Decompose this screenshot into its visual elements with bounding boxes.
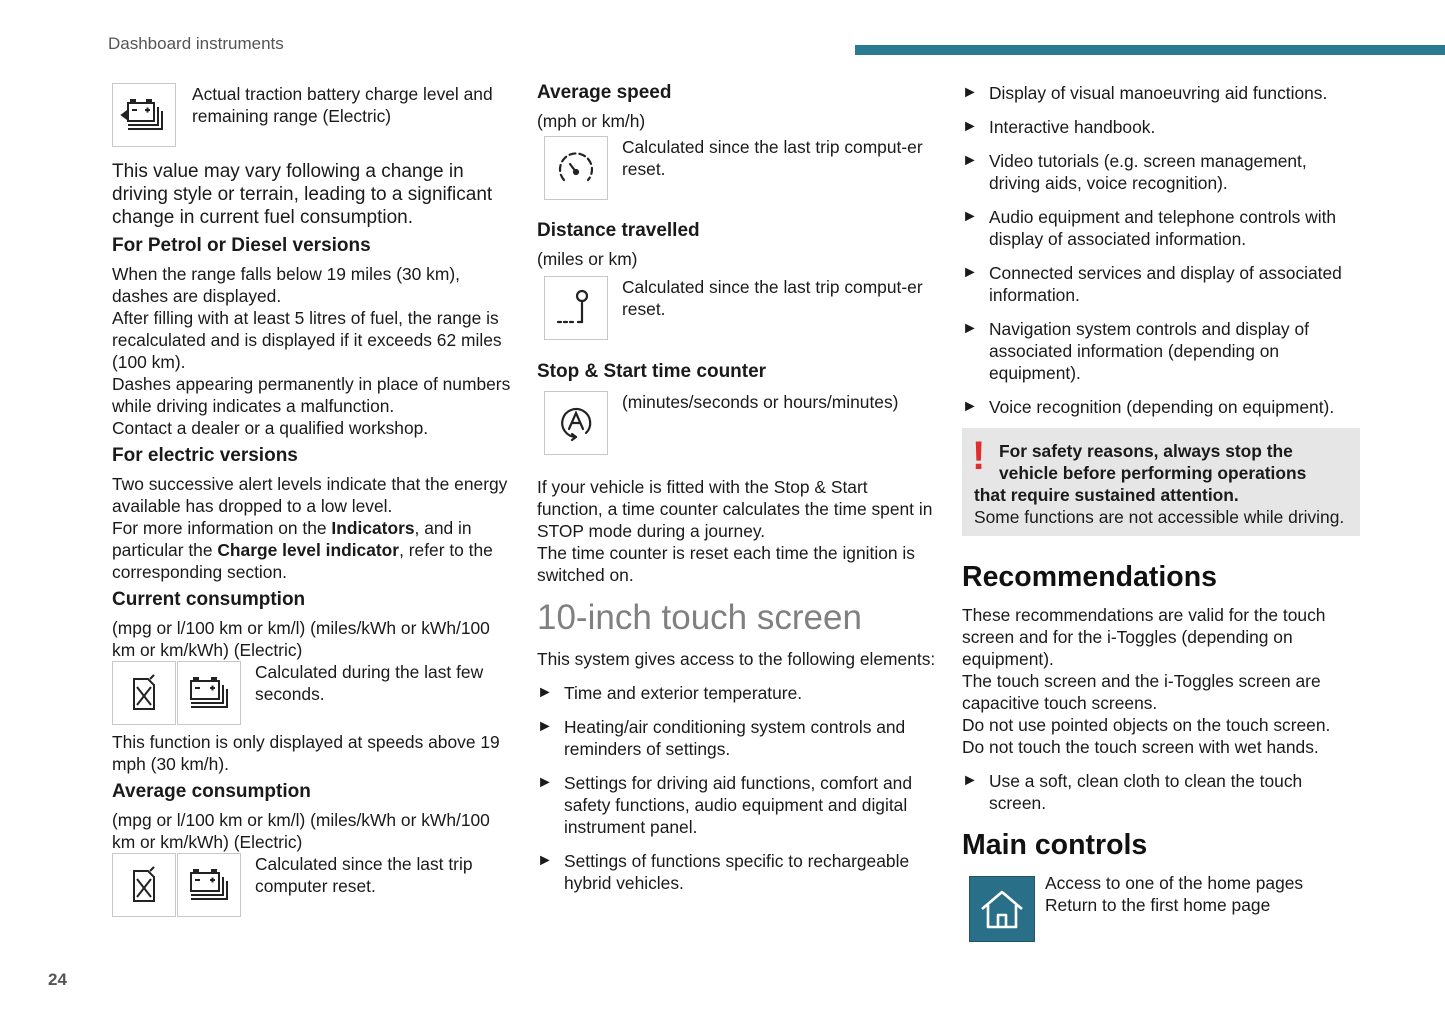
petrol-paragraph-2: After filling with at least 5 litres of fuel, the range is recalculated and is displayed if it exceeds 62 miles (100 km). bbox=[112, 308, 502, 372]
section-title: Dashboard instruments bbox=[108, 34, 284, 53]
list-item: ► Use a soft, clean cloth to clean the touch screen. bbox=[962, 771, 1303, 813]
stop-start-units: (minutes/seconds or hours/minutes) bbox=[622, 392, 899, 412]
page-number: 24 bbox=[48, 970, 67, 989]
speedometer-icon bbox=[544, 136, 608, 200]
petrol-heading: For Petrol or Diesel versions bbox=[112, 235, 371, 256]
column-2 bbox=[537, 80, 937, 894]
list-item: ► Voice recognition (depending on equipment). bbox=[962, 397, 1335, 417]
header-bar bbox=[855, 45, 1445, 55]
distance-icon bbox=[544, 276, 608, 340]
average-consumption-description: Calculated since the last trip computer reset. bbox=[255, 854, 473, 896]
stop-start-icon bbox=[544, 391, 608, 455]
average-consumption-units: (mpg or l/100 km or km/l) (miles/kWh or kWh/100 km or km/kWh) (Electric) bbox=[112, 810, 490, 852]
list-item: ► Video tutorials (e.g. screen management, driving aids, voice recognition). bbox=[962, 151, 1307, 193]
list-item: ► Time and exterior temperature. bbox=[537, 683, 803, 703]
electric-paragraph-2: For more information on the Indicators, and in particular the Charge level indicator, refer to the corresponding section. bbox=[112, 518, 493, 582]
list-item: ► Navigation system controls and display of associated information (depending on equipment). bbox=[962, 319, 1309, 383]
stop-start-paragraph-2: The time counter is reset each time the ignition is switched on. bbox=[537, 543, 915, 585]
electric-heading: For electric versions bbox=[112, 445, 298, 466]
recommendations-paragraph-1: These recommendations are valid for the touch screen and for the i-Toggles (depending on equipment). bbox=[962, 605, 1326, 669]
average-speed-heading: Average speed bbox=[537, 82, 672, 103]
battery-description: Actual traction battery charge level and remaining range (Electric) bbox=[192, 84, 493, 126]
warning-bold-text: For safety reasons, always stop the vehicle before performing operations bbox=[999, 441, 1307, 483]
home-description bbox=[1045, 872, 1303, 916]
stop-start-paragraph-1: If your vehicle is fitted with the Stop & Start function, a time counter calculates the time spent in STOP mode during a journey. bbox=[537, 477, 933, 541]
distance-heading: Distance travelled bbox=[537, 220, 700, 241]
current-consumption-units: (mpg or l/100 km or km/l) (miles/kWh or kWh/100 km or km/kWh) (Electric) bbox=[112, 618, 490, 660]
current-consumption-heading: Current consumption bbox=[112, 589, 306, 610]
home-line-1: Access to one of the home pages bbox=[1045, 873, 1304, 893]
petrol-paragraph-4: Contact a dealer or a qualified workshop. bbox=[112, 418, 429, 438]
battery-icon bbox=[112, 83, 176, 147]
home-line-2: Return to the first home page bbox=[1045, 895, 1271, 915]
distance-units: (miles or km) bbox=[537, 249, 638, 269]
warning-exclamation-icon: ! bbox=[972, 434, 986, 478]
list-item: ► Settings for driving aid functions, comfort and safety functions, audio equipment and digital instrument panel. bbox=[537, 773, 912, 837]
recommendations-paragraph-4: Do not touch the touch screen with wet hands. bbox=[962, 737, 1319, 757]
list-item: ► Heating/air conditioning system controls and reminders of settings. bbox=[537, 717, 906, 759]
electric-paragraph-1: Two successive alert levels indicate that the energy available has dropped to a low level. bbox=[112, 474, 508, 516]
petrol-paragraph-1: When the range falls below 19 miles (30 km), dashes are displayed. bbox=[112, 264, 460, 306]
fuel-can-icon bbox=[112, 853, 176, 917]
battery-icon bbox=[177, 853, 241, 917]
vary-paragraph: This value may vary following a change in driving style or terrain, leading to a significant change in current fuel consumption. bbox=[112, 161, 493, 228]
list-item: ► Connected services and display of associated information. bbox=[962, 263, 1342, 305]
recommendations-paragraph-3: Do not use pointed objects on the touch screen. bbox=[962, 715, 1331, 735]
list-item: ► Display of visual manoeuvring aid functions. bbox=[962, 83, 1328, 103]
touch-screen-intro: This system gives access to the following elements: bbox=[537, 649, 936, 669]
warning-bold-text-continued: that require sustained attention. bbox=[974, 485, 1239, 505]
touch-screen-bullet-list bbox=[537, 682, 937, 894]
list-item: ► Interactive handbook. bbox=[962, 117, 1156, 137]
average-consumption-heading: Average consumption bbox=[112, 781, 311, 802]
features-bullet-list bbox=[962, 82, 1360, 418]
recommendations-heading: Recommendations bbox=[962, 561, 1217, 593]
column-3 bbox=[962, 80, 1360, 942]
fuel-can-icon bbox=[112, 661, 176, 725]
warning-text: Some functions are not accessible while driving. bbox=[974, 507, 1345, 527]
current-consumption-note: This function is only displayed at speeds above 19 mph (30 km/h). bbox=[112, 732, 500, 774]
home-icon bbox=[969, 876, 1035, 942]
battery-icon bbox=[177, 661, 241, 725]
touch-screen-title: 10-inch touch screen bbox=[537, 598, 862, 637]
recommendations-paragraph-2: The touch screen and the i-Toggles screen are capacitive touch screens. bbox=[962, 671, 1321, 713]
main-controls-heading: Main controls bbox=[962, 829, 1148, 861]
petrol-paragraph-3: Dashes appearing permanently in place of numbers while driving indicates a malfunction. bbox=[112, 374, 511, 416]
column-1 bbox=[112, 80, 512, 917]
distance-description: Calculated since the last trip comput-er reset. bbox=[622, 277, 923, 319]
stop-start-heading: Stop & Start time counter bbox=[537, 361, 767, 382]
current-consumption-description: Calculated during the last few seconds. bbox=[255, 662, 484, 704]
average-speed-description: Calculated since the last trip comput-er reset. bbox=[622, 137, 923, 179]
safety-warning-box bbox=[962, 428, 1360, 536]
average-speed-units: (mph or km/h) bbox=[537, 111, 646, 131]
list-item: ► Settings of functions specific to rechargeable hybrid vehicles. bbox=[537, 851, 910, 893]
list-item: ► Audio equipment and telephone controls with display of associated information. bbox=[962, 207, 1337, 249]
recommendations-bullet-list bbox=[962, 770, 1360, 814]
